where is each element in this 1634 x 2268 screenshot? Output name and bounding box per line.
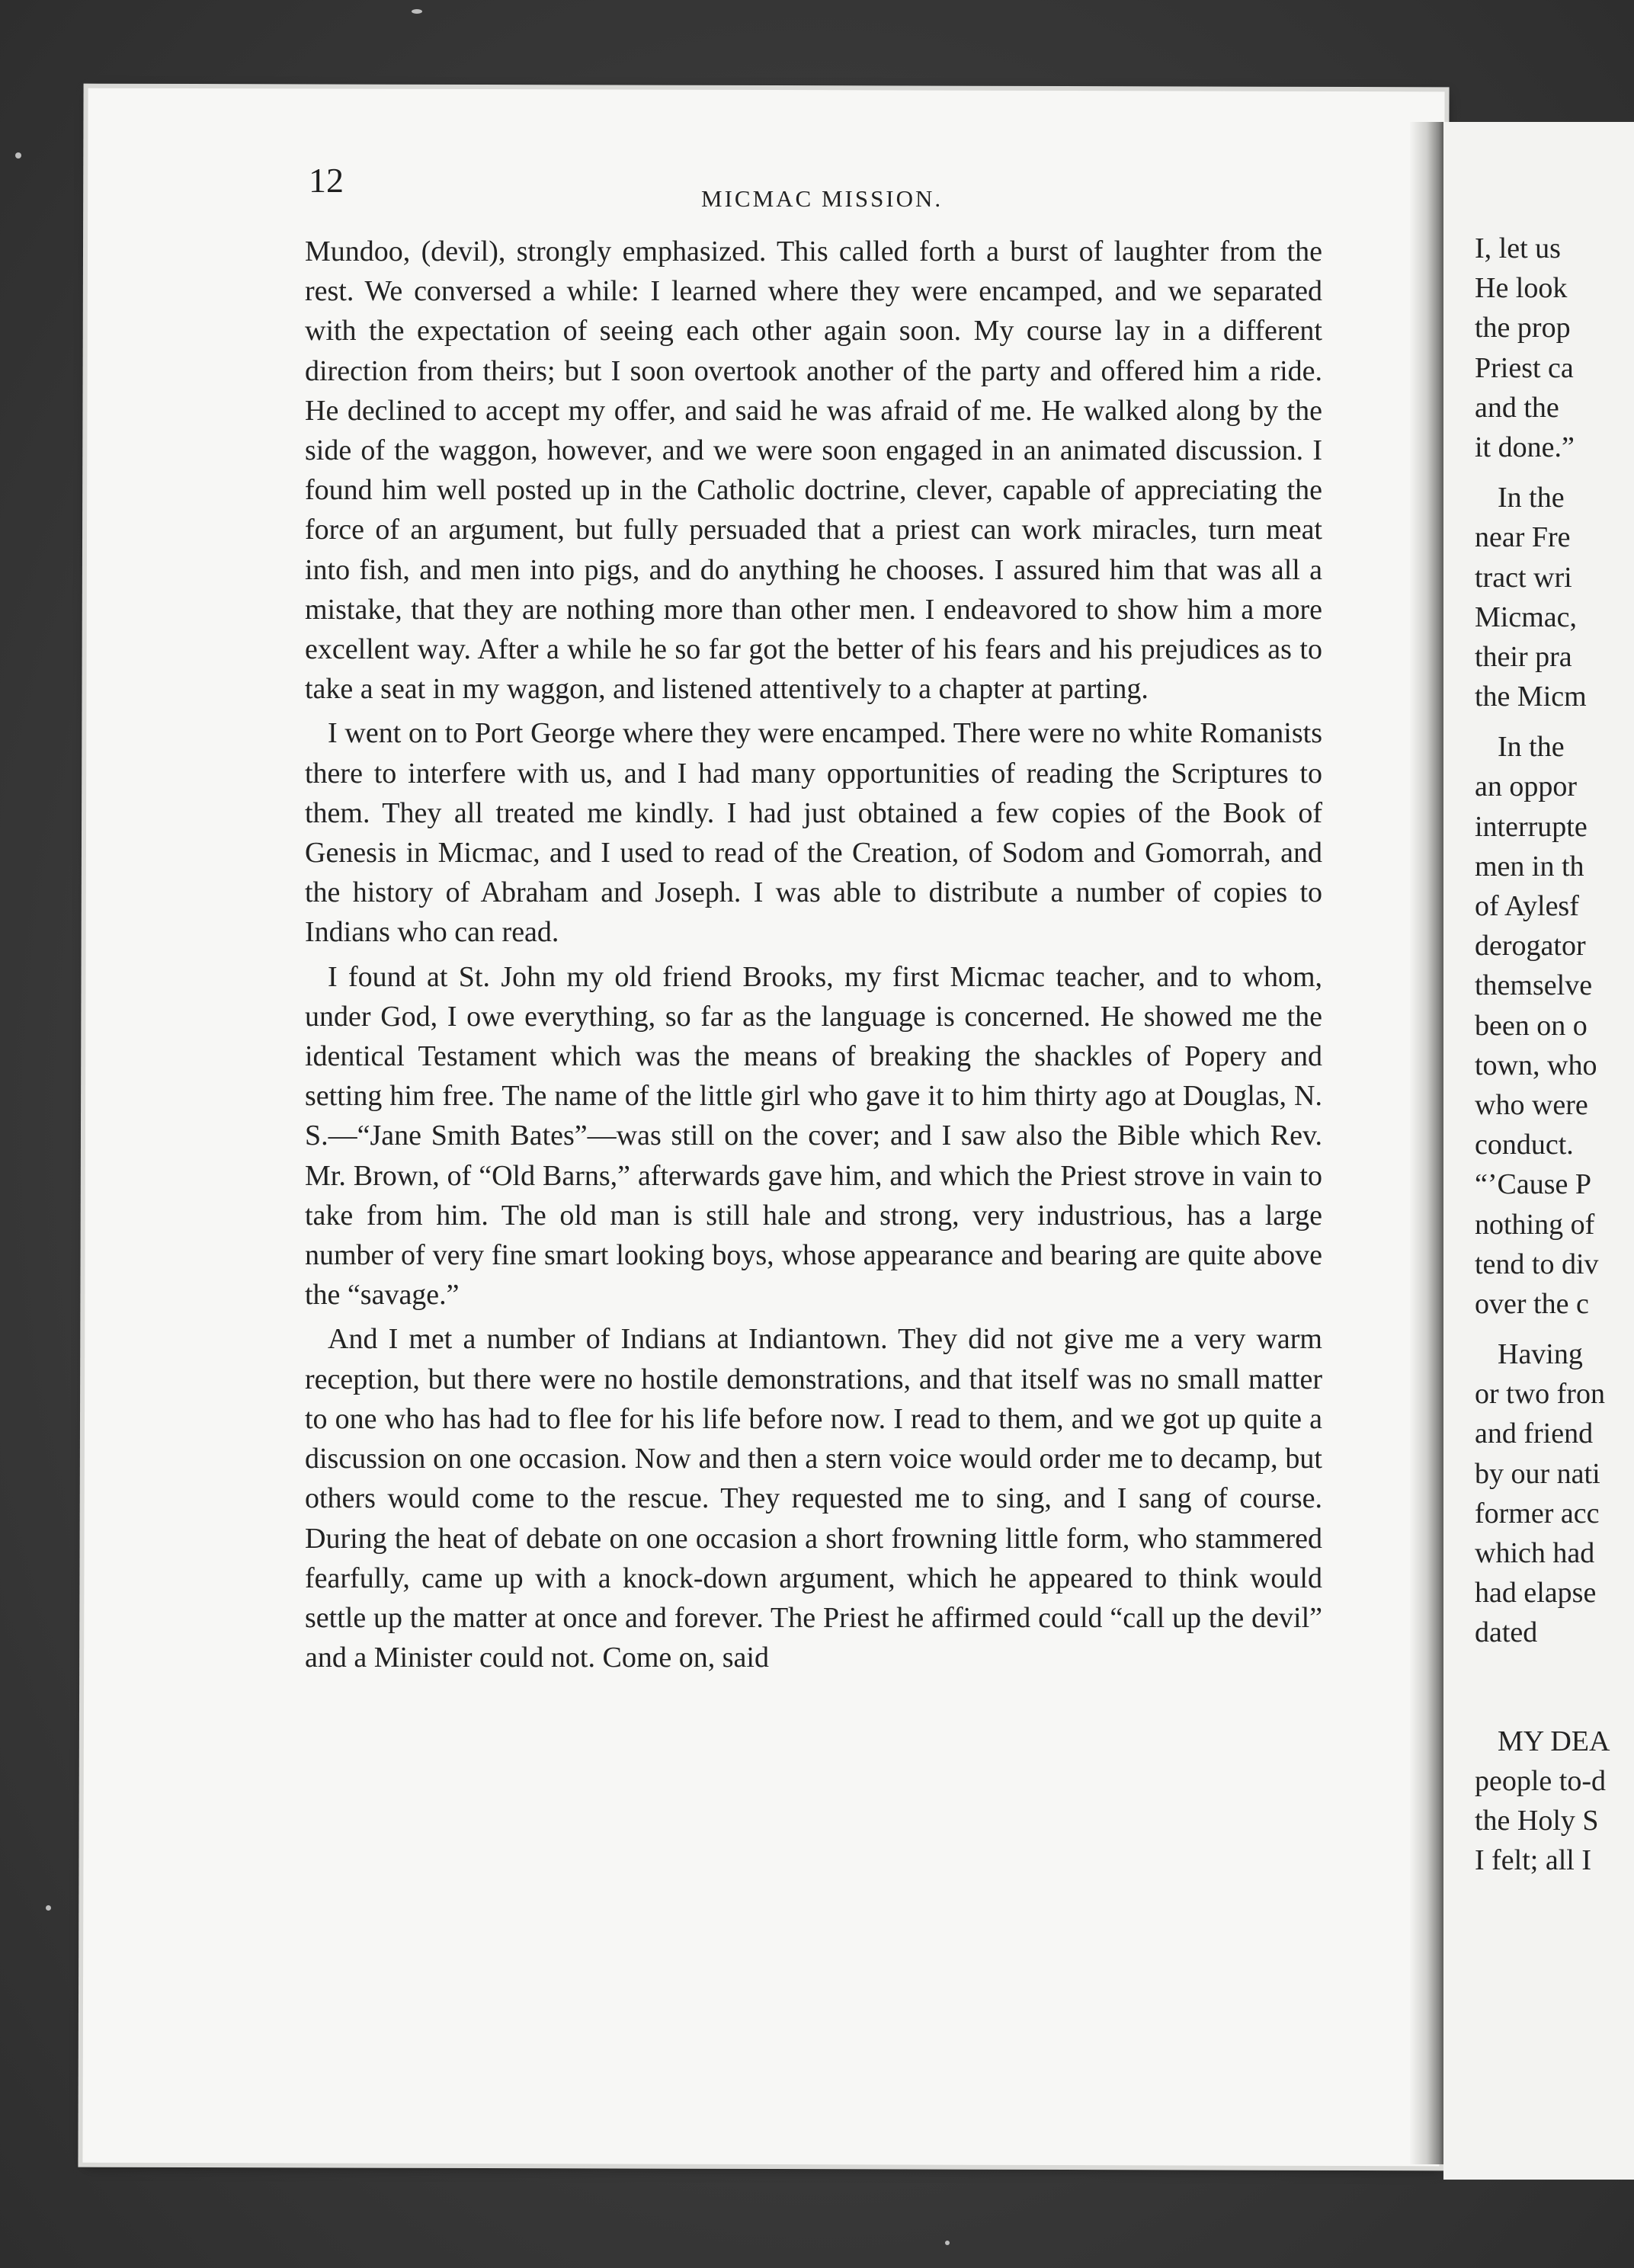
right-line: been on o [1475,1009,1588,1042]
right-line: He look [1475,272,1568,305]
right-line: by our nati [1475,1457,1600,1490]
book-gutter [1410,122,1443,2164]
left-column-text [305,232,1322,1682]
paragraph-1: Mundoo, (devil), strongly emphasized. This called forth a burst of laughter from the rest. We conversed a while: I learned where they were encamped, and we separated with the expectation of seeing each other again soon. My course lay in a different direction from theirs; but I soon overtook another of the party and offered him a ride. He declined to accept my offer, and said he was afraid of me. He walked along by the side of the waggon, however, and we were soon engaged in an animated discussion. I found him well posted up in the Catholic doctrine, clever, capable of appreciating the force of an argument, but fully persuaded that a priest can work miracles, turn meat into fish, and men into pigs, and do anything he chooses. I assured him that was all a mistake, that they are nothing more than other men. I endeavored to show him a more excellent way. After a while he so far got the better of his fears and his prejudices as to take a seat in my waggon, and listened attentively to a chapter at parting. [305,235,1322,706]
scan-speck [412,9,422,14]
right-line: In the [1498,482,1565,514]
scan-speck [46,1905,51,1911]
right-column-text [1475,229,1634,1880]
right-line: I, let us [1475,232,1561,264]
scan-speck [945,2241,950,2245]
right-line: tend to div [1475,1248,1599,1280]
right-line: of Aylesf [1475,890,1579,922]
right-line: or two fron [1475,1378,1605,1411]
right-line: people to-d [1475,1764,1607,1797]
right-line: an oppor [1475,770,1578,803]
page-number: 12 [309,161,344,200]
right-line: near Fre [1475,521,1571,554]
right-line: themselve [1475,969,1593,1002]
right-line: I felt; all I [1475,1844,1591,1877]
paragraph-3: I found at St. John my old friend Brooks, my first Micmac teacher, and to whom, under God, I owe everything, so far as the language is concerned. He showed me the identical Testament which was the means of breaking the shackles of Popery and setting him free. The name of the little girl who gave it to him thirty ago at Douglas, N. S.—“Jane Smith Bates”—was still on the cover; and I saw also the Bible which Rev. Mr. Brown, of “Old Barns,” afterwards gave him, and which the Priest strove in vain to take from him. The old man is still hale and strong, very industrious, has a large number of very fine smart looking boys, whose appearance and bearing are quite above the “savage.” [305,960,1322,1312]
right-line: derogator [1475,930,1586,963]
right-line: had elapse [1475,1577,1597,1610]
right-line: “’Cause P [1475,1168,1592,1201]
right-line: which had [1475,1537,1595,1569]
right-line: the prop [1475,312,1571,344]
right-line: Priest ca [1475,351,1574,384]
right-line-salutation: MY DEA [1498,1725,1610,1757]
right-line: it done.” [1475,431,1575,463]
right-line: men in th [1475,850,1584,883]
right-line: Micmac, [1475,601,1578,633]
right-line: former acc [1475,1497,1600,1530]
paragraph-4: And I met a number of Indians at Indiantown. They did not give me a very warm reception, but there were no hostile demonstrations, and that itself was no small matter to one who has had to flee for his life before now. I read to them, and we got up quite a discussion on one occasion. Now and then a stern voice would order me to decamp, but others would come to the rescue. They requested me to sing, and I sang of course. During the heat of debate on one occasion a short frowning little form, who stammered fearfully, came up with a knock-down argument, which he appeared to think would settle up the matter at once and forever. The Priest he affirmed could “call up the devil” and a Minister could not. Come on, said [305,1323,1322,1674]
right-line: and the [1475,391,1559,424]
right-line: the Micm [1475,681,1587,713]
right-line: interrupte [1475,810,1588,843]
scan-speck [15,152,21,159]
right-line: Having [1498,1338,1583,1371]
right-line: over the c [1475,1287,1589,1320]
right-line: who were [1475,1088,1588,1121]
running-head: MICMAC MISSION. [701,185,944,212]
paragraph-2: I went on to Port George where they were encamped. There were no white Romanists there to interfere with us, and I had many opportunities of reading the Scriptures to them. They all treated me kindly. I had just obtained a few copies of the Book of Genesis in Micmac, and I used to read of the Creation, of Sodom and Gomorrah, and the history of Abraham and Joseph. I was able to distribute a number of copies to Indians who can read. [305,717,1322,949]
right-line: the Holy S [1475,1804,1599,1837]
right-line: town, who [1475,1049,1597,1081]
right-line: conduct. [1475,1129,1574,1161]
right-line: nothing of [1475,1208,1595,1241]
right-line: their pra [1475,640,1572,673]
right-line: tract wri [1475,561,1572,594]
right-line: and friend [1475,1418,1594,1450]
right-line: dated [1475,1616,1538,1649]
right-line: In the [1498,731,1565,764]
